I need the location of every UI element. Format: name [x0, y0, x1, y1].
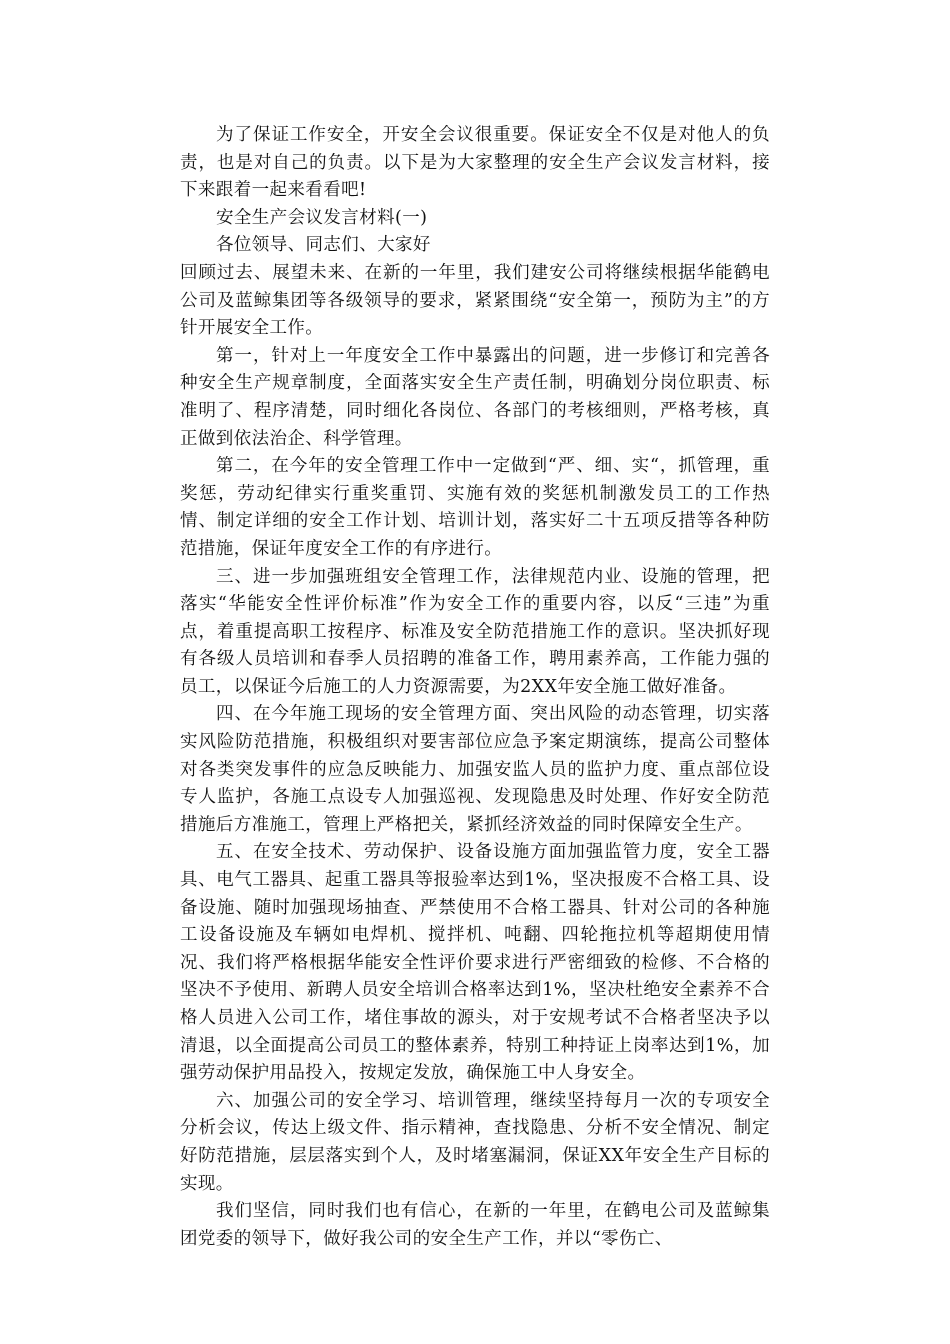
intro-paragraph: 为了保证工作安全，开安全会议很重要。保证安全不仅是对他人的负责，也是对自己的负责。以下是为大家整理的安全生产会议发言材料，接下来跟着一起来看看吧!	[180, 125, 770, 201]
document-page	[180, 122, 770, 1253]
paragraph-review: 回顾过去、展望未来、在新的一年里，我们建安公司将继续根据华能鹤电公司及蓝鲸集团等各级领导的要求，紧紧围绕“安全第一，预防为主”的方针开展安全工作。	[180, 262, 770, 339]
paragraph-third: 三、进一步加强班组安全管理工作，法律规范内业、设施的管理，把落实“华能安全性评价标准”作为安全工作的重要内容，以反“三违”为重点，着重提高职工按程序、标准及安全防范措施工作的意识。坚决抓好现有各级人员培训和春季人员招聘的准备工作，聘用素养高，工作能力强的员工，以保证今后施工的人力资源需要，为2XX年安全施工做好准备。	[180, 566, 770, 697]
paragraph-fifth: 五、在安全技术、劳动保护、设备设施方面加强监管力度，安全工器具、电气工器具、起重工器具等报验率达到1%，坚决报废不合格工具、设备设施、随时加强现场抽查、严禁使用不合格工器具、针对公司的各种施工设备设施及车辆如电焊机、搅拌机、吨翻、四轮拖拉机等超期使用情况、我们将严格根据华能安全性评价要求进行严密细致的检修、不合格的坚决不予使用、新聘人员安全培训合格率达到1%，坚决杜绝安全素养不合格人员进入公司工作，堵住事故的源头，对于安规考试不合格者坚决予以清退，以全面提高公司员工的整体素养，特别工种持证上岗率达到1%，加强劳动保护用品投入，按规定发放，确保施工中人身安全。	[180, 842, 770, 1084]
paragraph-sixth: 六、加强公司的安全学习、培训管理，继续坚持每月一次的专项安全分析会议，传达上级文件、指示精神，查找隐患、分析不安全情况、制定好防范措施，层层落实到个人，及时堵塞漏洞，保证XX年安全生产目标的实现。	[180, 1090, 770, 1194]
paragraph-first: 第一，针对上一年度安全工作中暴露出的问题，进一步修订和完善各种安全生产规章制度，全面落实安全生产责任制，明确划分岗位职责、标准明了、程序清楚，同时细化各岗位、各部门的考核细则，严格考核，真正做到依法治企、科学管理。	[180, 345, 770, 449]
paragraph-second: 第二，在今年的安全管理工作中一定做到“严、细、实“，抓管理，重奖惩，劳动纪律实行重奖重罚、实施有效的奖惩机制激发员工的工作热情、制定详细的安全工作计划、培训计划，落实好二十五项反措等各种防范措施，保证年度安全工作的有序进行。	[180, 456, 770, 559]
section-title: 安全生产会议发言材料(一)	[216, 207, 428, 228]
paragraph-closing: 我们坚信，同时我们也有信心，在新的一年里，在鹤电公司及蓝鲸集团党委的领导下，做好我公司的安全生产工作，并以“零伤亡、	[180, 1201, 770, 1249]
greeting: 各位领导、同志们、大家好	[216, 235, 431, 256]
paragraph-fourth: 四、在今年施工现场的安全管理方面、突出风险的动态管理，切实落实风险防范措施，积极组织对要害部位应急予案定期演练，提高公司整体对各类突发事件的应急反映能力、加强安监人员的监护力度、重点部位设专人监护，各施工点设专人加强巡视、发现隐患及时处理、作好安全防范措施后方准施工，管理上严格把关，紧抓经济效益的同时保障安全生产。	[180, 704, 770, 835]
